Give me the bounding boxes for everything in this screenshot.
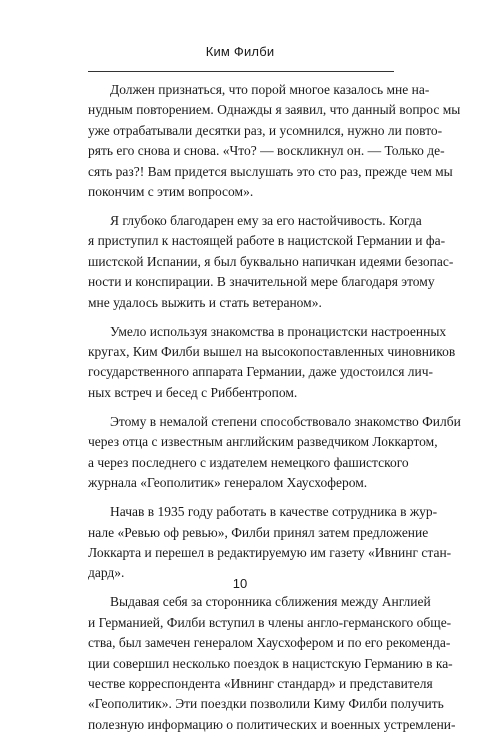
text-line: покончим с этим вопросом».	[88, 184, 254, 200]
text-line: а через последнего с издателем немецкого фашистского	[88, 454, 409, 470]
text-line: ции совершил несколько поездок в нацистскую Германию в ка-	[88, 655, 453, 671]
text-line: мне удалось выжить и стать ветераном».	[88, 294, 322, 310]
text-line: Этому в немалой степени способствовало знакомство Филби	[110, 413, 461, 429]
text-line: Локкарта и перешел в редактируемую им газету «Ивнинг стан-	[88, 544, 452, 560]
text-line: и Германией, Филби вступил в члены англо-германского обще-	[88, 614, 452, 630]
body-text	[88, 80, 461, 744]
paragraph	[88, 80, 461, 202]
text-line: нудным повторением. Однажды я заявил, что данный вопрос мы	[88, 102, 461, 118]
text-line: дард».	[88, 565, 125, 581]
paragraph	[88, 322, 456, 404]
text-line: я приступил к настоящей работе в нацистской Германии и фа-	[88, 233, 446, 249]
paragraph	[88, 502, 452, 584]
text-line: ных встреч и бесед с Риббентропом.	[88, 384, 298, 400]
text-line: честве корреспондента «Ивнинг стандард» и представителя	[88, 675, 433, 691]
header-divider	[88, 71, 394, 72]
text-line: ства, был замечен генералом Хаусхофером и по его рекоменда-	[88, 635, 451, 651]
text-line: через отца с известным английским разведчиком Локкартом,	[88, 434, 438, 450]
text-line: Начав в 1935 году работать в качестве сотрудника в жур-	[110, 504, 438, 520]
text-line: Должен признаться, что порой многое казалось мне на-	[110, 82, 430, 97]
text-line: уже отрабатывали десятки раз, и усомнился, нужно ли повто-	[88, 122, 443, 138]
paragraph	[88, 412, 461, 494]
text-line: кругах, Ким Филби вышел на высокопоставленных чиновников	[88, 344, 456, 360]
text-line: нале «Ревью оф ревью», Филби принял затем предложение	[88, 524, 429, 540]
text-line: Умело используя знакомства в пронацистски настроенных	[110, 323, 447, 339]
page-number: 10	[232, 576, 248, 591]
paragraph	[88, 592, 456, 735]
text-line: сять раз?! Вам придется выслушать это сто раз, прежде чем мы	[88, 163, 453, 179]
text-line: ности и конспирации. В значительной мере благодаря этому	[88, 274, 435, 290]
text-line: «Геополитик». Эти поездки позволили Киму Филби получить	[88, 696, 444, 712]
text-line: рять его снова и снова. «Что? — воскликнул он. — Только де-	[88, 143, 445, 159]
text-line: Я глубоко благодарен ему за его настойчивость. Когда	[110, 213, 422, 229]
text-line: полезную информацию о политических и военных устремлени-	[88, 716, 456, 732]
running-header: Ким Филби	[205, 44, 275, 59]
text-line: государственного аппарата Германии, даже удостоился лич-	[88, 364, 434, 380]
paragraph	[88, 211, 454, 313]
text-line: журнала «Геополитик» генералом Хаусхофером.	[88, 475, 368, 491]
text-line: шистской Испании, я был буквально напичкан идеями безопас-	[88, 253, 454, 269]
text-line: Выдавая себя за сторонника сближения между Англией	[110, 594, 431, 610]
